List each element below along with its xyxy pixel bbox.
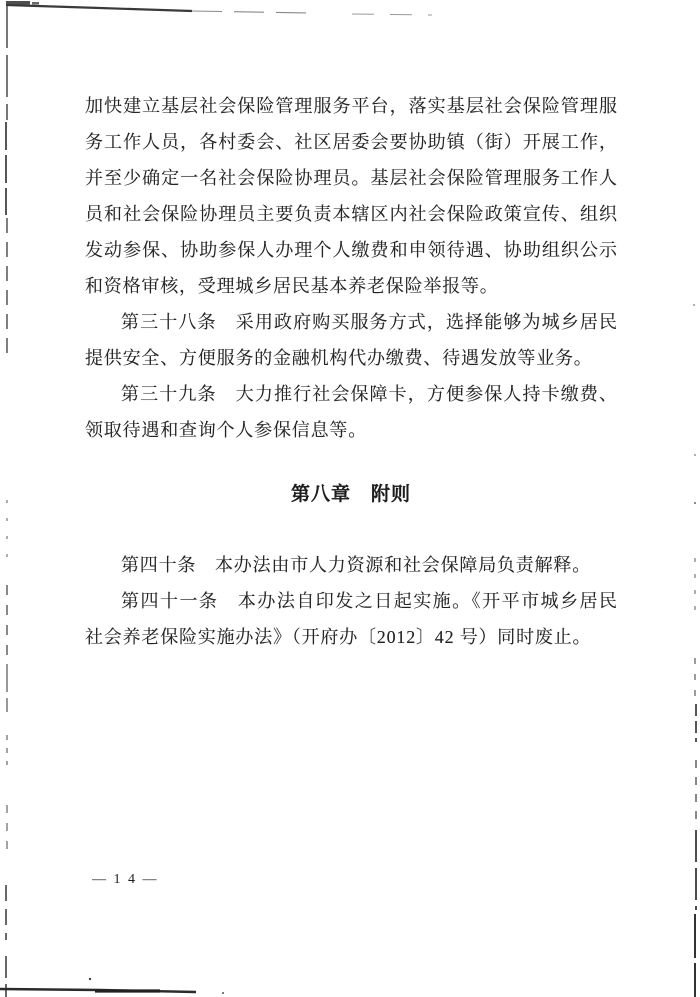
text-line: 第三十八条 采用政府购买服务方式，选择能够为城乡居民 xyxy=(121,312,617,332)
article-40-paragraph xyxy=(85,547,617,583)
right-border-line xyxy=(693,304,696,997)
bottom-speck-2 xyxy=(222,992,224,994)
text-line: 并至少确定一名社会保险协理员。基层社会保险管理服务工作人 xyxy=(85,168,617,188)
article-41-paragraph xyxy=(85,583,617,655)
text-line: 领取待遇和查询个人参保信息等。 xyxy=(85,420,367,440)
text-line: 员和社会保险协理员主要负责本辖区内社会保险政策宣传、组织 xyxy=(85,204,617,224)
text-line: 加快建立基层社会保险管理服务平台，落实基层社会保险管理服 xyxy=(85,96,617,116)
top-left-smudge xyxy=(6,1,30,5)
text-line: 第四十一条 本办法自印发之日起实施。《开平市城乡居民 xyxy=(121,591,617,611)
text-line: 和资格审核，受理城乡居民基本养老保险举报等。 xyxy=(85,276,499,296)
chapter-heading: 第八章 附则 xyxy=(290,484,411,505)
top-left-smudge-2 xyxy=(32,2,39,5)
text-line: 务工作人员，各村委会、社区居委会要协助镇（街）开展工作， xyxy=(85,132,617,152)
bottom-border-line xyxy=(0,978,224,994)
text-line: 社会养老保险实施办法》（开府办〔2012〕42 号）同时废止。 xyxy=(85,627,592,647)
text-line: 提供安全、方便服务的金融机构代办缴费、待遇发放等业务。 xyxy=(85,348,593,368)
text-line: 发动参保、协助参保人办理个人缴费和申领待遇、协助组织公示 xyxy=(85,240,617,260)
article-39-paragraph xyxy=(85,376,617,448)
left-border-line xyxy=(6,6,7,997)
article-38-paragraph xyxy=(85,304,617,376)
top-border-faint-2 xyxy=(352,14,432,15)
top-border-faint xyxy=(192,11,310,13)
top-border-line xyxy=(6,5,192,11)
paragraph-continuation xyxy=(85,88,617,304)
page-number: — 1 4 — xyxy=(92,872,159,887)
text-line: 第三十九条 大力推行社会保障卡，方便参保人持卡缴费、 xyxy=(121,384,617,404)
text-line: 第四十条 本办法由市人力资源和社会保障局负责解释。 xyxy=(121,555,591,575)
bottom-speck xyxy=(89,978,91,980)
